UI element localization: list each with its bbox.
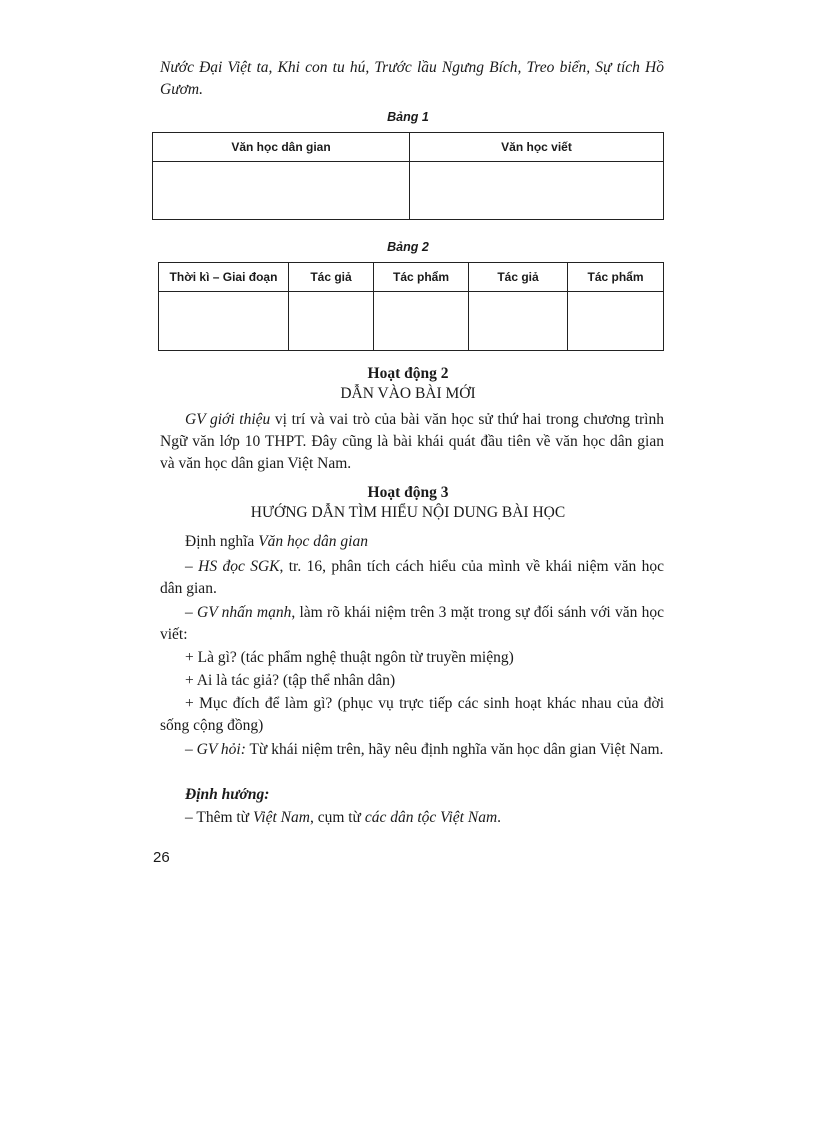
orientation-label: Định hướng: xyxy=(185,786,270,803)
ask-lead: GV hỏi: xyxy=(196,741,246,758)
activity2-lead: GV giới thiệu xyxy=(185,411,271,428)
activity2-text: vị trí và vai trò của bài văn học sử thứ hai trong chương trình Ngữ văn lớp 10 THPT. Đây cũng là bài khái quát đầu tiên về văn học dân gian và văn học dân gian Việt Nam. xyxy=(160,411,664,472)
table1 xyxy=(152,132,664,220)
table2 xyxy=(158,262,664,351)
dash: – xyxy=(185,604,197,621)
dash: – xyxy=(185,558,199,575)
table1-caption: Bảng 1 xyxy=(387,110,429,124)
intro-paragraph: Nước Đại Việt ta, Khi con tu hú, Trước lầu Ngưng Bích, Treo biển, Sự tích Hồ Gươm. xyxy=(160,59,664,98)
table1-cell xyxy=(153,162,410,220)
gv-text: , làm rõ khái niệm trên 3 mặt trong sự đối sánh với văn học viết: xyxy=(160,604,664,643)
hs-paragraph xyxy=(160,556,664,600)
orientation-heading xyxy=(160,784,664,806)
add-paragraph xyxy=(160,807,664,829)
activity2-label: Hoạt động 2 xyxy=(367,365,449,382)
table2-header-author-2: Tác giả xyxy=(469,263,568,292)
gv-paragraph xyxy=(160,602,664,646)
gv-lead: GV nhấn mạnh xyxy=(197,604,292,621)
hs-lead: HS đọc SGK xyxy=(198,558,280,575)
page-number: 26 xyxy=(153,849,170,866)
activity3-label: Hoạt động 3 xyxy=(367,484,449,501)
table1-header-written: Văn học viết xyxy=(410,133,664,162)
table2-header-author-1: Tác giả xyxy=(289,263,374,292)
definition-term: Văn học dân gian xyxy=(258,533,368,550)
definition-line xyxy=(160,531,664,553)
add-term-ethnic: các dân tộc Việt Nam xyxy=(364,809,498,826)
definition-prefix: Định nghĩa xyxy=(185,533,259,550)
table2-header-period: Thời kì – Giai đoạn xyxy=(159,263,289,292)
table2-header-work-1: Tác phẩm xyxy=(374,263,469,292)
add-mid: , cụm từ xyxy=(309,809,365,826)
table2-caption: Bảng 2 xyxy=(387,240,429,254)
table1-cell xyxy=(410,162,664,220)
activity2-heading xyxy=(152,364,664,403)
hs-text: , tr. 16, phân tích cách hiểu của mình về khái niệm văn học dân gian. xyxy=(160,558,665,597)
table2-header-work-2: Tác phẩm xyxy=(568,263,664,292)
activity2-paragraph xyxy=(160,409,664,475)
table2-cell xyxy=(469,292,568,351)
dash: – xyxy=(185,741,197,758)
add-term-vietnam: Việt Nam xyxy=(252,809,310,826)
activity3-heading xyxy=(152,483,664,522)
bullet-who: + Ai là tác giả? (tập thể nhân dân) xyxy=(185,672,396,689)
bullet-purpose: + Mục đích để làm gì? (phục vụ trực tiếp các sinh hoạt khác nhau của đời sống cộng đồng) xyxy=(160,695,664,734)
activity3-title: HƯỚNG DẪN TÌM HIỂU NỘI DUNG BÀI HỌC xyxy=(250,504,566,521)
ask-paragraph xyxy=(160,739,664,761)
table1-header-folk: Văn học dân gian xyxy=(153,133,410,162)
add-prefix: – Thêm từ xyxy=(185,809,253,826)
table2-cell xyxy=(289,292,374,351)
bullet-what: + Là gì? (tác phẩm nghệ thuật ngôn từ truyền miệng) xyxy=(185,649,514,666)
activity2-title: DẪN VÀO BÀI MỚI xyxy=(340,385,476,402)
add-end: . xyxy=(497,809,502,826)
ask-text: Từ khái niệm trên, hãy nêu định nghĩa văn học dân gian Việt Nam. xyxy=(245,741,664,758)
table2-cell xyxy=(159,292,289,351)
table2-cell xyxy=(568,292,664,351)
table2-cell xyxy=(374,292,469,351)
